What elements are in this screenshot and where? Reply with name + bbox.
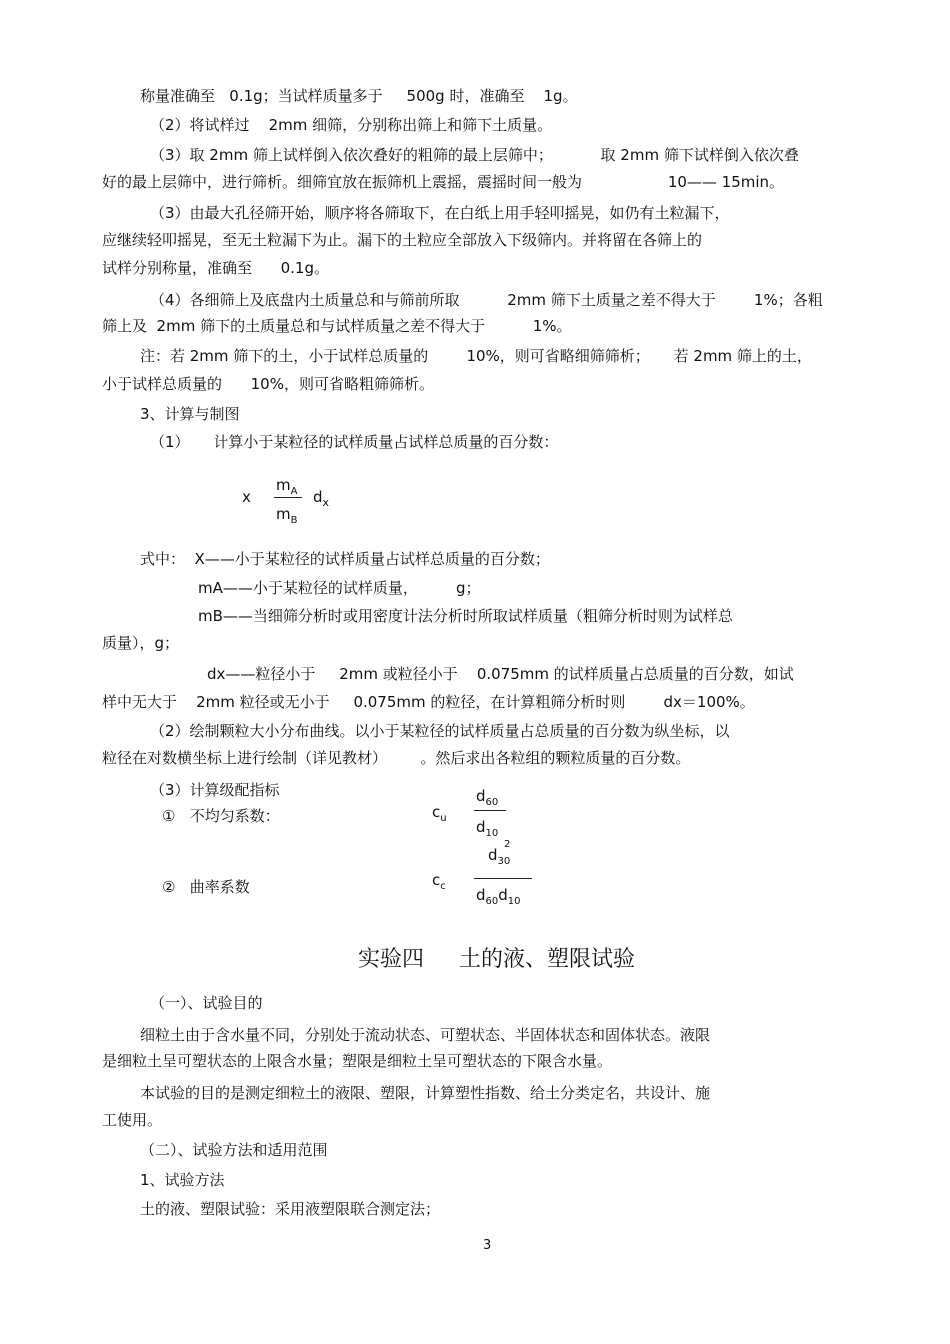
formula-numerator: d 2 $_{30}$ xyxy=(488,839,511,867)
fraction-bar xyxy=(274,497,302,498)
fraction-bar xyxy=(474,878,532,879)
formula-denominator: $d_{60}d_{10}$ xyxy=(476,886,521,907)
text-line: （2）绘制颗粒大小分布曲线。以小于某粒径的试样质量占总质量的百分数为纵坐标，以 xyxy=(150,722,730,740)
formula-numerator: $m_A$ xyxy=(276,476,298,497)
text-line: ① 不均匀系数： xyxy=(162,807,280,825)
text-line: 应继续轻叩摇晃，至无土粒漏下为止。漏下的土粒应全部放入下级筛内。并将留在各筛上的 xyxy=(102,231,703,249)
text-line: 本试验的目的是测定细粒土的液限、塑限，计算塑性指数、给土分类定名，共设计、施 xyxy=(140,1084,711,1102)
text-line: mA——小于某粒径的试样质量， g； xyxy=(198,579,481,597)
text-line: 称量准确至 0.1g；当试样质量多于 500g 时，准确至 1g。 xyxy=(140,87,578,105)
text-line: 小于试样总质量的 10%，则可省略粗筛筛析。 xyxy=(102,375,434,393)
text-line: 粒径在对数横坐标上进行绘制（详见教材） 。然后求出各粒组的颗粒质量的百分数。 xyxy=(102,749,691,767)
formula-numerator: $d_{60}$ xyxy=(476,787,499,808)
text-line: 筛上及 2mm 筛下的土质量总和与试样质量之差不得大于 1%。 xyxy=(102,317,572,335)
formula-factor: $d_x$ xyxy=(313,488,330,509)
section-heading: 3、计算与制图 xyxy=(140,405,240,423)
text-line: （3）取 2mm 筛上试样倒入依次叠好的粗筛的最上层筛中； 取 2mm 筛下试样倒入依次叠 xyxy=(150,146,799,164)
text-line: （4）各细筛上及底盘内土质量总和与筛前所取 2mm 筛下土质量之差不得大于 1%；各粗 xyxy=(150,291,823,309)
formula-lhs: $c_u$ xyxy=(432,803,447,824)
section-heading: （二）、试验方法和适用范围 xyxy=(140,1141,328,1159)
text-line: 式中： X——小于某粒径的试样质量占试样总质量的百分数； xyxy=(140,550,550,568)
text-line: 好的最上层筛中，进行筛析。细筛宜放在振筛机上震摇，震摇时间一般为 10—— 15min。 xyxy=(102,173,785,191)
formula-denominator: $d_{10}$ xyxy=(476,818,499,839)
section-heading: （一）、试验目的 xyxy=(150,994,263,1012)
formula-lhs: x xyxy=(242,488,251,506)
text-line: 是细粒土呈可塑状态的上限含水量；塑限是细粒土呈可塑状态的下限含水量。 xyxy=(102,1052,613,1070)
text-line: ② 曲率系数 xyxy=(162,878,250,896)
formula-lhs: $c_c$ xyxy=(432,871,446,892)
text-line: dx——粒径小于 2mm 或粒径小于 0.075mm 的试样质量占总质量的百分数，如试 xyxy=(207,665,794,683)
page-number: 3 xyxy=(483,1238,492,1253)
text-line: （1） 计算小于某粒径的试样质量占试样总质量的百分数： xyxy=(150,433,559,451)
text-line: 质量），g； xyxy=(102,634,180,652)
chapter-title: 实验四 土的液、塑限试验 xyxy=(358,947,635,972)
text-line: 样中无大于 2mm 粒径或无小于 0.075mm 的粒径，在计算粗筛分析时则 dx＝100%。 xyxy=(102,693,755,711)
formula-denominator: $m_B$ xyxy=(276,505,298,526)
text-line: （3）由最大孔径筛开始，顺序将各筛取下，在白纸上用手轻叩摇晃，如仍有土粒漏下， xyxy=(150,204,730,222)
text-line: 土的液、塑限试验：采用液塑限联合测定法； xyxy=(140,1200,441,1218)
fraction-bar xyxy=(474,810,506,811)
text-line: 注：若 2mm 筛下的土，小于试样总质量的 10%，则可省略细筛筛析； 若 2mm 筛上的土， xyxy=(140,347,812,365)
text-line: 试样分别称量，准确至 0.1g。 xyxy=(102,259,329,277)
section-heading: 1、试验方法 xyxy=(140,1171,225,1189)
text-line: （2）将试样过 2mm 细筛，分别称出筛上和筛下土质量。 xyxy=(150,116,553,134)
text-line: （3）计算级配指标 xyxy=(150,781,280,799)
text-line: 工使用。 xyxy=(102,1111,163,1129)
text-line: mB——当细筛分析时或用密度计法分析时所取试样质量（粗筛分析时则为试样总 xyxy=(198,607,733,625)
text-line: 细粒土由于含水量不同，分别处于流动状态、可塑状态、半固体状态和固体状态。液限 xyxy=(140,1026,711,1044)
